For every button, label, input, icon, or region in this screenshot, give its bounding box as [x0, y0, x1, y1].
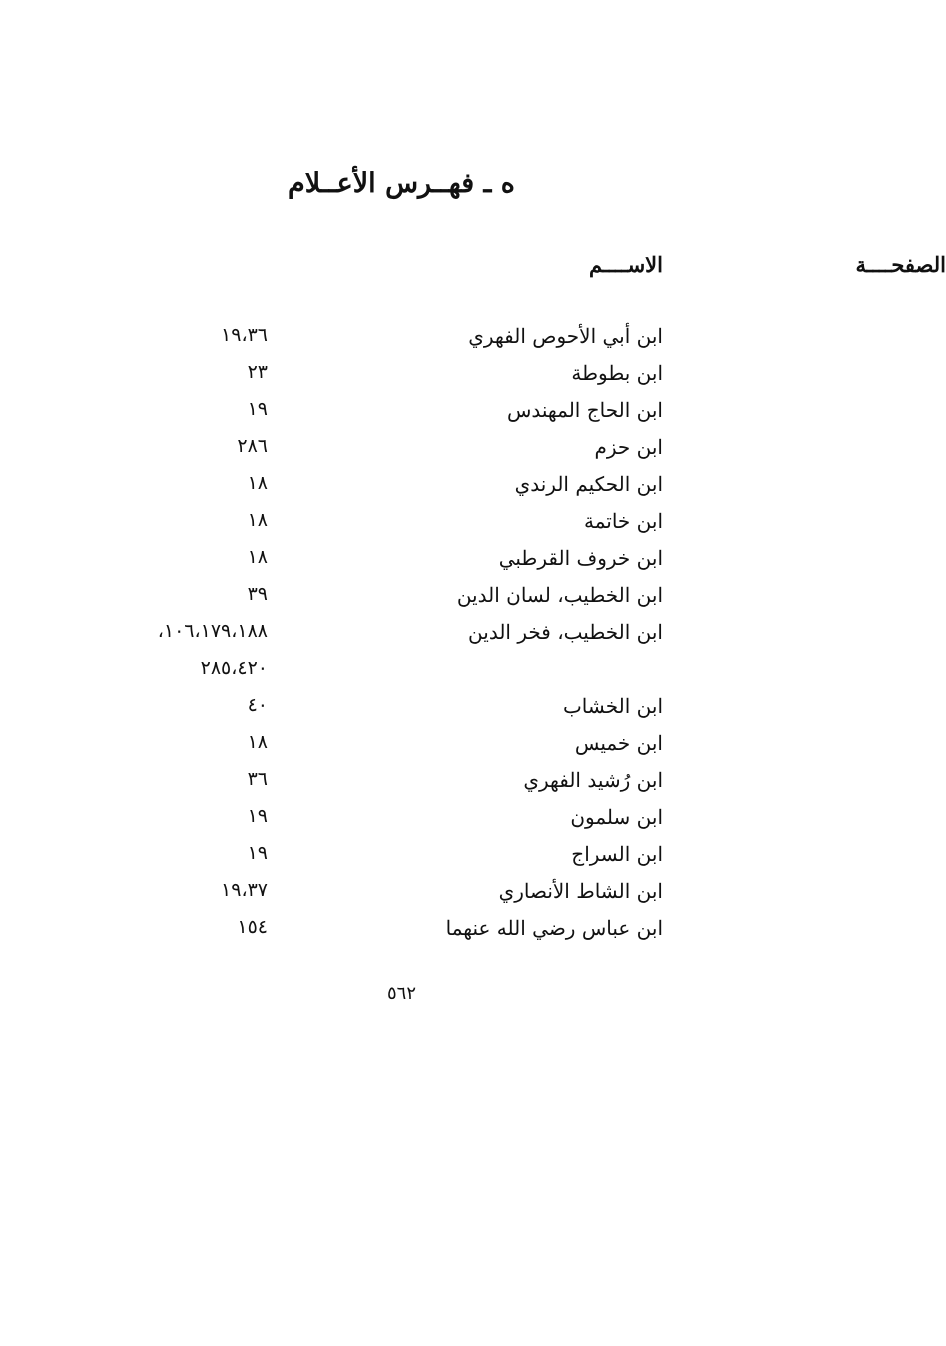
- entry-name: ابن عباس رضي الله عنهما: [445, 916, 663, 940]
- entry-name: ابن الشاط الأنصاري: [498, 879, 663, 903]
- entry-name: ابن خاتمة: [583, 509, 663, 533]
- index-entry: [0, 583, 803, 620]
- entry-pages: ١٩: [247, 842, 268, 864]
- index-entry: [0, 546, 803, 583]
- index-entry: [0, 842, 803, 879]
- entry-name: ابن بطوطة: [571, 361, 663, 385]
- index-entry: [0, 361, 803, 398]
- entry-pages: ٢٣: [247, 361, 268, 383]
- index-entry: [0, 805, 803, 842]
- entry-pages: ١٨: [247, 472, 268, 494]
- index-entry: [0, 324, 803, 361]
- index-entry: [0, 916, 803, 953]
- entry-pages: ١٩،٣٦: [221, 324, 268, 346]
- name-column-header: الاســــم: [589, 252, 663, 277]
- entry-name: ابن أبي الأحوص الفهري: [468, 324, 663, 348]
- page-number: ٥٦٢: [386, 983, 416, 1004]
- index-entry: [0, 768, 803, 805]
- index-entry: [0, 879, 803, 916]
- entry-pages: ١٩: [247, 805, 268, 827]
- entry-pages: ٣٩: [247, 583, 268, 605]
- entry-pages: ٢٨٦: [237, 435, 268, 457]
- entry-name: ابن الخطيب، لسان الدين: [456, 583, 663, 607]
- entry-name: ابن السراج: [571, 842, 663, 866]
- entry-pages: ١٥٤: [237, 916, 268, 938]
- entry-name: ابن خروف القرطبي: [498, 546, 663, 570]
- entry-name: ابن الحاج المهندس: [506, 398, 663, 422]
- index-entry: [0, 472, 803, 509]
- entry-name: ابن الخطيب، فخر الدين: [468, 620, 663, 644]
- index-entry: [0, 435, 803, 472]
- entry-pages: ٢٨٥،٤٢٠: [200, 657, 268, 679]
- entry-name: ابن الخشاب: [562, 694, 663, 718]
- index-entry: [0, 731, 803, 768]
- entry-name: ابن خميس: [574, 731, 663, 755]
- index-entry-continuation: [0, 657, 803, 694]
- entry-pages: ١٩: [247, 398, 268, 420]
- entry-pages: ١٩،٣٧: [221, 879, 268, 901]
- page-title: ه ـ فهــرس الأعــلام: [288, 168, 515, 199]
- index-entry: [0, 620, 803, 657]
- entry-pages: ١٠٦،١٧٩،١٨٨،: [157, 620, 268, 642]
- entry-pages: ١٨: [247, 546, 268, 568]
- entry-pages: ١٨: [247, 509, 268, 531]
- entry-pages: ١٨: [247, 731, 268, 753]
- entry-name: ابن الحكيم الرندي: [514, 472, 663, 496]
- entry-name: ابن حزم: [594, 435, 663, 459]
- entry-pages: ٤٠: [247, 694, 268, 716]
- index-list: [0, 324, 803, 953]
- index-entry: [0, 509, 803, 546]
- page-column-header: الصفحــــة: [855, 252, 946, 277]
- index-entry: [0, 398, 803, 435]
- entry-name: ابن رُشيد الفهري: [523, 768, 663, 792]
- index-entry: [0, 694, 803, 731]
- entry-pages: ٣٦: [247, 768, 268, 790]
- entry-name: ابن سلمون: [570, 805, 663, 829]
